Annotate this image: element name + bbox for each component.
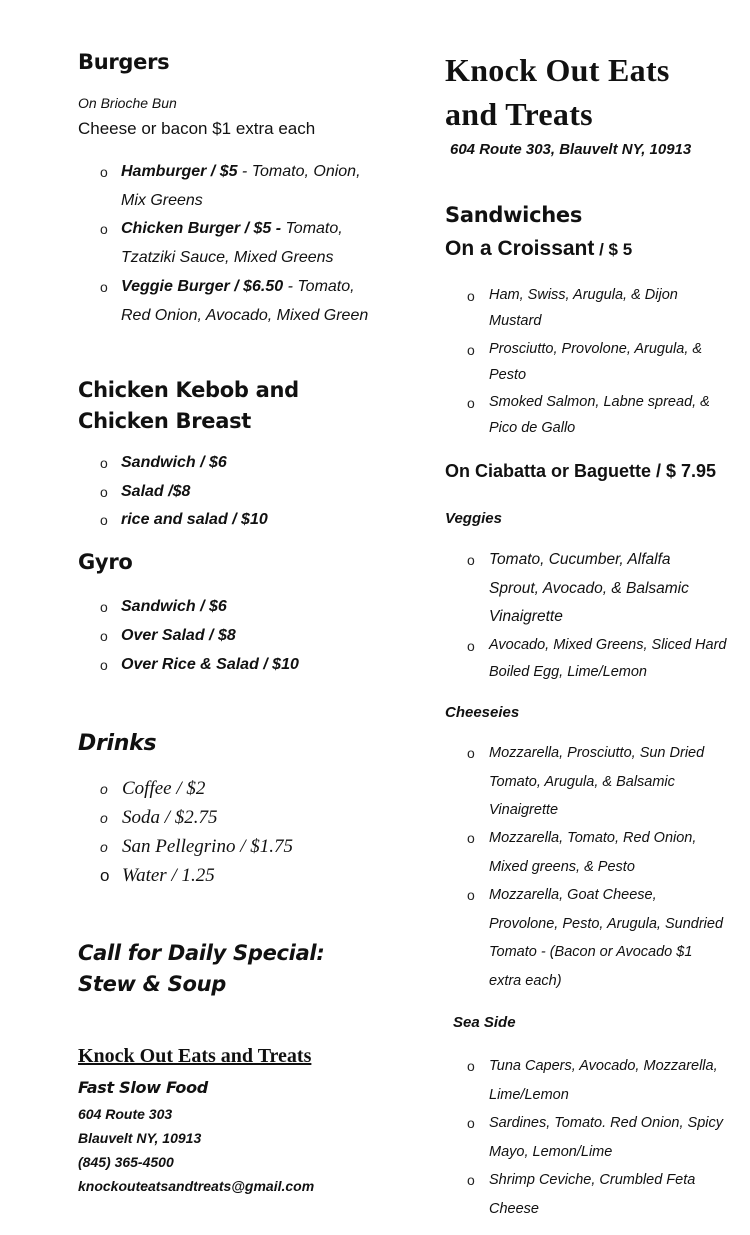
bullet-icon: o: [100, 866, 110, 885]
croissant-item: [489, 336, 702, 388]
heading-line: Chicken Kebob and: [78, 378, 299, 402]
bullet-icon: o: [467, 1115, 475, 1131]
item-desc: Mix Greens: [121, 191, 203, 209]
bullet-icon: o: [100, 657, 108, 673]
burgers-note: Cheese or bacon $1 extra each: [78, 119, 316, 138]
kebob-item: Sandwich / $6: [121, 454, 227, 471]
bullet-icon: o: [100, 512, 108, 528]
list-item: [467, 1109, 475, 1138]
item-line: Provolone, Pesto, Arugula, Sundried: [489, 915, 724, 932]
gyro-item: Over Salad / $8: [121, 627, 236, 644]
bullet-icon: o: [100, 839, 108, 855]
bullet-icon: o: [100, 810, 108, 826]
cheese-item: [489, 881, 723, 995]
list-item: [467, 881, 475, 910]
contact-phone[interactable]: (845) 365-4500: [78, 1154, 174, 1170]
seaside-heading: Sea Side: [453, 1014, 516, 1031]
list-item: [100, 593, 108, 623]
item-name: Chicken Burger / $5 -: [121, 220, 282, 237]
item-name: Hamburger / $5: [121, 163, 238, 180]
drink-item: Coffee / $2: [122, 778, 206, 799]
gyro-heading: Gyro: [78, 550, 133, 574]
special-line: Call for Daily Special:: [78, 941, 325, 965]
item-line: Cheese: [489, 1200, 539, 1217]
burger-item-hamburger: [121, 158, 361, 215]
drink-item: Water / 1.25: [122, 865, 215, 886]
bullet-icon: o: [467, 638, 475, 654]
item-line: Vinaigrette: [489, 802, 559, 818]
cheeseies-heading: Cheeseies: [445, 704, 520, 721]
item-line: Lime/Lemon: [489, 1086, 569, 1103]
list-item: [100, 651, 108, 681]
veggie-item: [489, 546, 689, 632]
item-line: Sardines, Tomato. Red Onion, Spicy: [489, 1115, 724, 1131]
list-item: [100, 774, 108, 804]
item-line: Mixed greens, & Pesto: [489, 858, 635, 875]
seaside-item: [489, 1166, 695, 1223]
drink-item: Soda / $2.75: [122, 807, 218, 828]
bullet-icon: o: [100, 164, 108, 180]
item-line: Pico de Gallo: [489, 420, 576, 436]
list-item: [100, 449, 108, 479]
item-desc: Tzatziki Sauce, Mixed Greens: [121, 248, 334, 266]
list-item: [467, 336, 475, 365]
item-desc: Red Onion, Avocado, Mixed Green: [121, 306, 369, 324]
list-item: [467, 389, 475, 418]
list-item: [467, 1166, 475, 1195]
item-line: Tomato, Arugula, & Balsamic: [489, 773, 675, 790]
list-item: [467, 632, 475, 661]
seaside-item: [489, 1109, 723, 1166]
kebob-item: rice and salad / $10: [121, 511, 268, 528]
item-line: Mustard: [489, 313, 542, 329]
list-item: [100, 273, 108, 303]
cheese-item: [489, 824, 696, 881]
bullet-icon: o: [467, 745, 475, 761]
bullet-icon: o: [100, 221, 108, 237]
drinks-heading: Drinks: [78, 731, 157, 756]
burger-item-chicken: [121, 215, 343, 272]
bullet-icon: o: [467, 288, 475, 304]
gyro-item: Sandwich / $6: [121, 598, 227, 615]
daily-special: [78, 938, 324, 1000]
bullet-icon: o: [100, 455, 108, 471]
contact-name: Knock Out Eats and Treats: [78, 1045, 312, 1067]
contact-address2: Blauvelt NY, 10913: [78, 1130, 202, 1146]
item-line: Tomato - (Bacon or Avocado $1: [489, 944, 693, 960]
bullet-icon: o: [467, 1172, 475, 1188]
item-line: Pesto: [489, 367, 527, 383]
bullet-icon: o: [467, 395, 475, 411]
list-item: [467, 546, 475, 575]
item-line: Vinaigrette: [489, 608, 563, 625]
ciabatta-heading: On Ciabatta or Baguette / $ 7.95: [445, 461, 717, 481]
list-item: [100, 158, 108, 188]
gyro-item: Over Rice & Salad / $10: [121, 656, 299, 673]
veggie-item: [489, 632, 727, 686]
item-line: Mozzarella, Goat Cheese,: [489, 887, 657, 903]
item-line: Sprout, Avocado, & Balsamic: [489, 579, 689, 597]
item-name: Veggie Burger / $6.50: [121, 278, 284, 295]
bullet-icon: o: [100, 599, 108, 615]
list-item: [100, 832, 108, 862]
title-line: Knock Out Eats: [445, 52, 670, 88]
croissant-item: [489, 389, 710, 441]
list-item: [100, 215, 108, 245]
burgers-subtitle: On Brioche Bun: [78, 95, 177, 111]
seaside-item: [489, 1052, 718, 1109]
bullet-icon: o: [467, 1058, 475, 1074]
item-line: Mozzarella, Prosciutto, Sun Dried: [489, 745, 705, 761]
item-line: extra each): [489, 972, 562, 989]
item-desc: Tomato,: [281, 220, 343, 237]
heading-line: Chicken Breast: [78, 409, 252, 433]
item-line: Avocado, Mixed Greens, Sliced Hard: [489, 637, 727, 653]
special-line: Stew & Soup: [78, 972, 226, 996]
kebob-heading: [78, 375, 299, 437]
item-line: Tuna Capers, Avocado, Mozzarella,: [489, 1058, 718, 1074]
item-line: Ham, Swiss, Arugula, & Dijon: [489, 287, 678, 303]
item-line: Boiled Egg, Lime/Lemon: [489, 664, 647, 680]
restaurant-title: [445, 48, 670, 136]
list-item: [467, 824, 475, 853]
bullet-icon: o: [100, 781, 108, 797]
bullet-icon: o: [467, 830, 475, 846]
item-line: Shrimp Ceviche, Crumbled Feta: [489, 1172, 696, 1188]
list-item: [100, 861, 109, 890]
list-item: [100, 803, 108, 833]
list-item: [467, 282, 475, 311]
list-item: [100, 478, 108, 508]
title-line: and Treats: [445, 96, 593, 132]
drink-item: San Pellegrino / $1.75: [122, 836, 293, 857]
contact-address1: 604 Route 303: [78, 1106, 173, 1122]
bullet-icon: o: [467, 342, 475, 358]
bullet-icon: o: [100, 279, 108, 295]
bullet-icon: o: [467, 887, 475, 903]
restaurant-address: 604 Route 303, Blauvelt NY, 10913: [450, 141, 692, 158]
croissant-label: On a Croissant: [445, 237, 595, 260]
item-line: Tomato, Cucumber, Alfalfa: [489, 551, 671, 568]
croissant-price: / $ 5: [594, 240, 633, 259]
list-item: [100, 506, 108, 536]
item-line: Prosciutto, Provolone, Arugula, &: [489, 341, 703, 357]
croissant-item: [489, 282, 678, 334]
burgers-heading: Burgers: [78, 50, 170, 74]
item-line: Mayo, Lemon/Lime: [489, 1143, 613, 1160]
contact-email[interactable]: knockouteatsandtreats@gmail.com: [78, 1178, 315, 1194]
veggies-heading: Veggies: [445, 510, 502, 527]
croissant-heading: [445, 237, 632, 261]
burger-item-veggie: [121, 273, 368, 330]
cheese-item: [489, 739, 704, 825]
item-line: Smoked Salmon, Labne spread, &: [489, 394, 710, 410]
bullet-icon: o: [100, 484, 108, 500]
list-item: [467, 739, 475, 768]
bullet-icon: o: [467, 552, 475, 568]
item-line: Mozzarella, Tomato, Red Onion,: [489, 830, 697, 846]
list-item: [100, 622, 108, 652]
list-item: [467, 1052, 475, 1081]
item-desc: - Tomato,: [283, 278, 355, 295]
item-desc: - Tomato, Onion,: [237, 163, 361, 180]
bullet-icon: o: [100, 628, 108, 644]
sandwiches-heading: Sandwiches: [445, 203, 583, 227]
contact-tagline: Fast Slow Food: [78, 1078, 208, 1097]
kebob-item: Salad /$8: [121, 483, 191, 500]
